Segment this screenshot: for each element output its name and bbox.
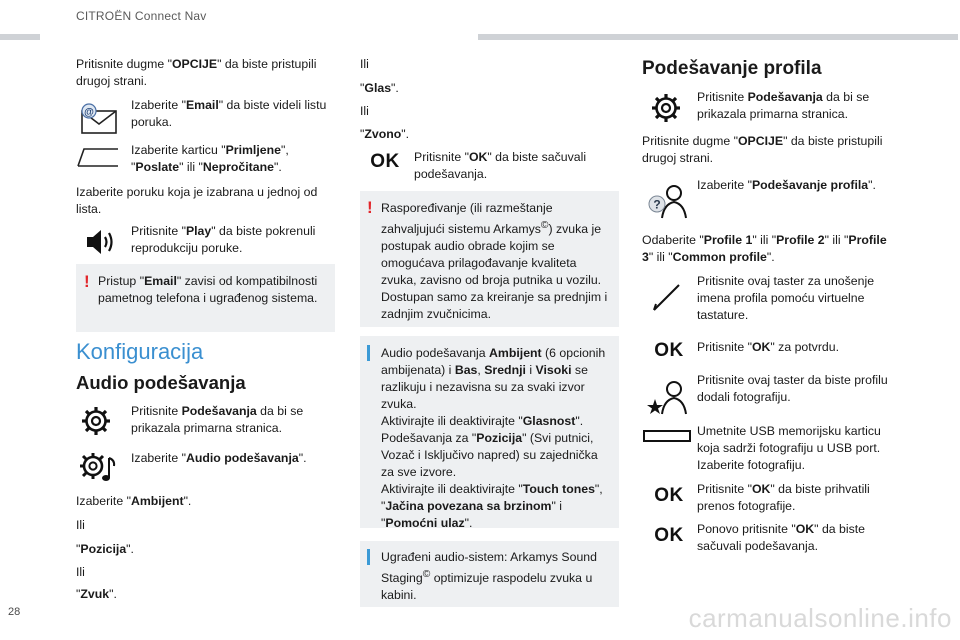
ambient-instruction: Izaberite "Ambijent". [76, 494, 192, 508]
warning-icon: ! [84, 272, 90, 291]
gear-icon [650, 92, 682, 124]
warning-icon: ! [367, 198, 373, 217]
audio-settings-instruction: Izaberite "Audio podešavanja". [131, 451, 307, 465]
usb-instruction: Umetnite USB memorijsku karticu koja sadrži fotografiju u USB port. Izaberite fotografiju. [697, 424, 881, 472]
usb-port-icon [643, 429, 691, 443]
info-icon [367, 345, 370, 361]
audio-info-text: Audio podešavanja Ambijent (6 opcionih ambijenata) i Bas, Srednji i Visoki se razlikuju i nezavisna su za svaki izvor zvuka. Aktivirajte ili deaktivirajte "Glasnost". Podešavanja za "Pozicija" (Svi putnici, Vozač i Isključivo napred) su zajednička za sve izvore. Aktivirajte ili deaktivirajte "Touch tones", "Jačina povezana sa brzinom" i "Pomoćni ulaz". [381, 346, 606, 530]
ringtone-option: "Zvono". [360, 127, 410, 141]
svg-text:@: @ [84, 107, 94, 118]
svg-text:?: ? [653, 197, 661, 212]
voice-option: "Glas". [360, 81, 399, 95]
ok-accept-instruction: Pritisnite "OK" da biste prihvatili prenos fotografije. [697, 482, 870, 513]
ok-save-again-instruction: Ponovo pritisnite "OK" da biste sačuvali podešavanja. [697, 522, 866, 553]
play-instruction: Pritisnite "Play" da biste pokrenuli reprodukciju poruke. [131, 224, 316, 255]
arkamys-info-text: Ugrađeni audio-sistem: Arkamys Sound Staging© optimizuje raspodelu zvuka u kabini. [381, 550, 597, 603]
profile-press-settings-instruction: Pritisnite Podešavanja da bi se prikazala primarna stranica. [697, 90, 870, 121]
ok-icon: OK [654, 340, 684, 361]
or-text-3: Ili [360, 57, 369, 71]
ok-save-instruction: Pritisnite "OK" da biste sačuvali podešavanja. [414, 150, 587, 181]
choose-message-text: Izaberite poruku koja je izabrana u jednoj od lista. [76, 185, 318, 216]
profile-options-instruction: Pritisnite dugme "OPCIJE" da biste pristupili drugoj strani. [642, 134, 883, 165]
position-option: "Pozicija". [76, 542, 134, 556]
gear-icon [80, 405, 112, 437]
or-text-4: Ili [360, 104, 369, 118]
header-divider-right [478, 34, 958, 40]
header-divider-left [0, 34, 40, 40]
watermark: carmanualsonline.info [688, 603, 952, 633]
tab-icon [76, 146, 120, 168]
arkamys-warning-text: Raspoređivanje (ili razmeštanje zahvaljujući sistemu Arkamys©) zvuka je postupak audio obrade kojim se omogućava prilagođavanje kvaliteta zvuka, zavisno od broja putnika u vozilu. Dostupan samo za kreiranje sa prednjim i zadnjim zvučnicima. [381, 201, 608, 322]
or-text-2: Ili [76, 565, 85, 579]
audio-settings-heading: Audio podešavanja [76, 372, 246, 393]
email-warning-text: Pristup "Email" zavisi od kompatibilnosti pametnog telefona i ugrađenog sistema. [98, 274, 318, 305]
info-icon [367, 549, 370, 565]
profile-settings-icon [646, 182, 690, 220]
press-settings-instruction: Pritisnite Podešavanja da bi se prikazala primarna stranica. [131, 404, 304, 435]
ok-icon: OK [370, 151, 400, 172]
add-photo-icon [646, 378, 690, 416]
audio-settings-icon [78, 450, 118, 484]
page-number: 28 [8, 606, 21, 618]
email-instruction: Izaberite "Email" da biste videli listu poruka. [131, 98, 327, 129]
or-text-1: Ili [76, 518, 85, 532]
profile-settings-instruction: Izaberite "Podešavanje profila". [697, 178, 876, 192]
speaker-icon [84, 227, 118, 257]
pencil-icon [650, 280, 684, 314]
add-photo-instruction: Pritisnite ovaj taster da biste profilu dodali fotografiju. [697, 373, 888, 404]
profile-settings-heading: Podešavanje profila [642, 58, 822, 79]
ok-icon: OK [654, 525, 684, 546]
choose-profile-instruction: Odaberite "Profile 1" ili "Profile 2" ili "Profile 3" ili "Common profile". [642, 233, 887, 264]
sound-option: "Zvuk". [76, 587, 117, 601]
edit-name-instruction: Pritisnite ovaj taster za unošenje imena profila pomoću virtuelne tastature. [697, 274, 875, 322]
email-icon [80, 103, 120, 137]
ok-icon: OK [654, 485, 684, 506]
options-instruction: Pritisnite dugme "OPCIJE" da biste pristupili drugoj strani. [76, 57, 317, 88]
manual-title: CITROËN Connect Nav [76, 9, 207, 23]
section-title-konfiguracija: Konfiguracija [76, 339, 204, 364]
ok-confirm-instruction: Pritisnite "OK" za potvrdu. [697, 340, 840, 354]
tabs-instruction: Izaberite karticu "Primljene", "Poslate" ili "Nepročitane". [131, 143, 289, 174]
